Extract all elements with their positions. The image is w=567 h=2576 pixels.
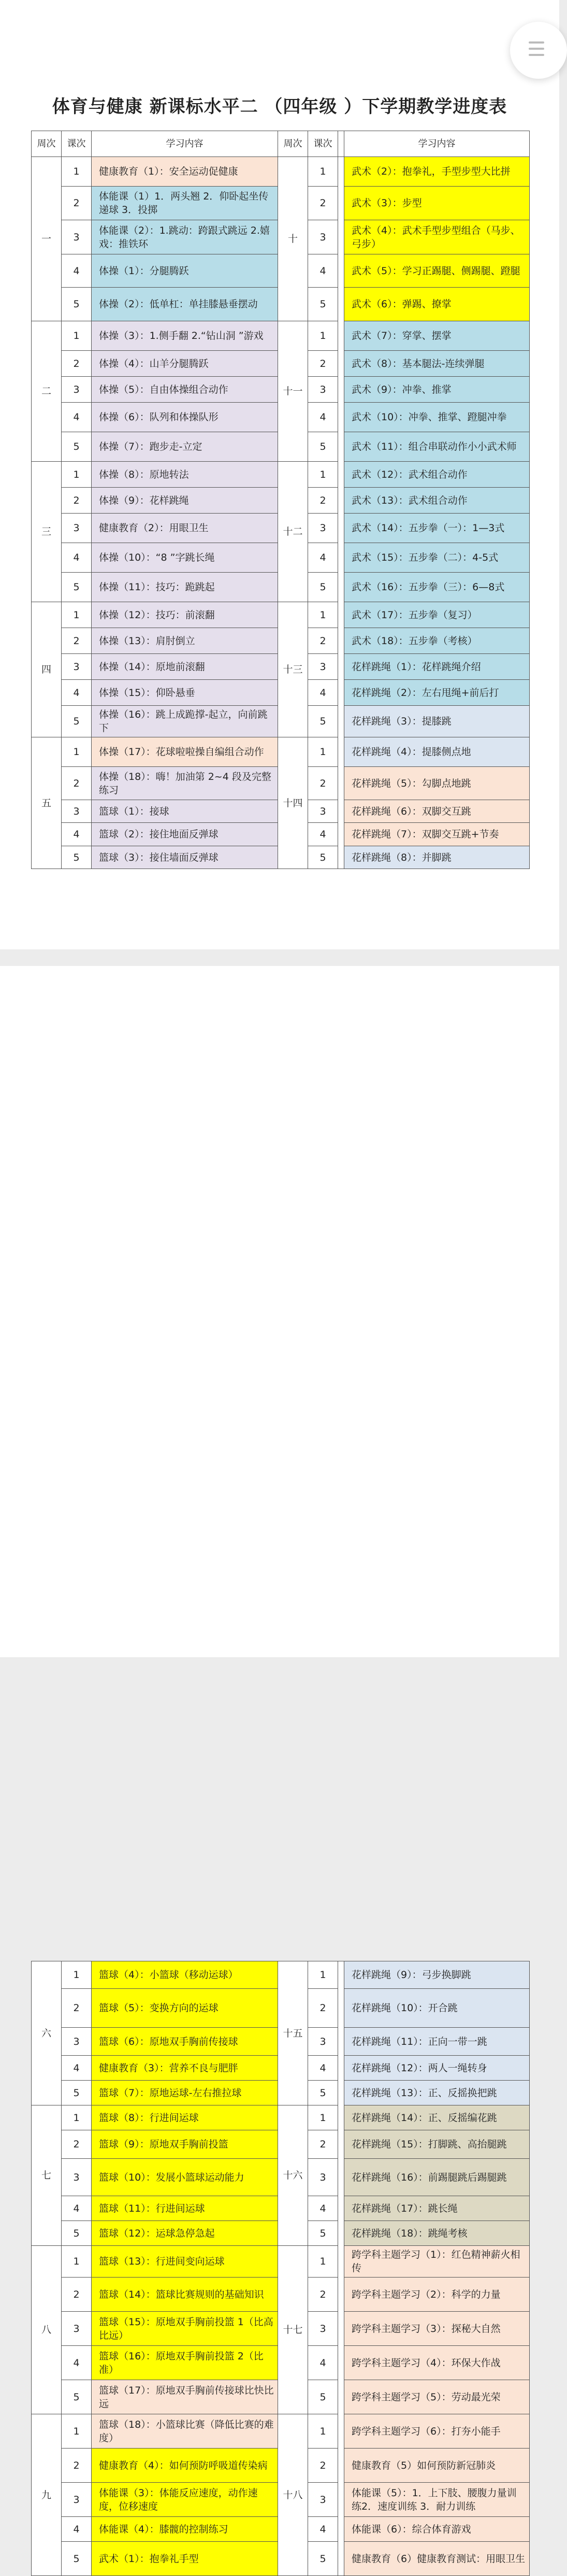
lesson-number-right: 3 [308,2312,338,2346]
lesson-content: 体操（5）：自由体操组合动作 [92,377,278,403]
lesson-number-right: 4 [308,823,338,846]
lesson-number: 4 [62,543,92,573]
content-col-header: 学习内容 [92,131,278,157]
lesson-content: 篮球（8）：行进间运球 [92,2105,278,2130]
lesson-content: 体操（1）：分腿腾跃 [92,254,278,288]
table-row [32,321,530,351]
lesson-content-right: 花样跳绳（2）：左右甩绳+前后打 [344,680,530,706]
lesson-number-right: 5 [308,2542,338,2576]
lesson-content-right: 武术（10）：冲拳、推掌、蹬腿冲拳 [344,403,530,432]
lesson-content-right: 武术（16）：五步拳（三）：6—8式 [344,573,530,602]
lesson-number: 5 [62,2380,92,2414]
lesson-number-right: 1 [308,1961,338,1989]
schedule-sheet-1 [0,0,559,949]
week-cell: 七 [32,2105,62,2246]
lesson-number-right: 5 [308,2380,338,2414]
lesson-number-right: 1 [308,737,338,767]
lesson-number: 3 [62,2483,92,2517]
lesson-number: 3 [62,2028,92,2056]
lesson-number-right: 2 [308,488,338,514]
lesson-number: 2 [62,351,92,377]
lesson-number-right: 3 [308,2028,338,2056]
schedule-table-2 [31,1961,530,2576]
lesson-content-right: 花样跳绳（1）：花样跳绳介绍 [344,654,530,680]
lesson-number-right: 1 [308,2105,338,2130]
lesson-content-right: 花样跳绳（10）：开合跳 [344,1989,530,2028]
lesson-content: 体操（11）：技巧：跪跳起 [92,573,278,602]
lesson-number: 4 [62,2196,92,2221]
lesson-number-right: 4 [308,2346,338,2380]
lesson-number: 2 [62,2278,92,2312]
lesson-number: 4 [62,823,92,846]
lesson-content-right: 健康教育（5）如何预防新冠肺炎 [344,2449,530,2483]
lesson-content: 体操（18）：嗨！加油第 2~4 段及完整练习 [92,767,278,800]
lesson-content-right: 武术（13）：武术组合动作 [344,488,530,514]
lesson-content-right: 武术（8）：基本腿法-连续弹腿 [344,351,530,377]
lesson-number: 5 [62,2081,92,2105]
week-cell-right: 十三 [278,602,308,737]
lesson-number-right: 4 [308,543,338,573]
lesson-number-right: 5 [308,432,338,462]
lesson-number: 5 [62,706,92,737]
lesson-number-right: 4 [308,2196,338,2221]
lesson-number: 4 [62,2517,92,2542]
lesson-content: 健康教育（3）：营养不良与肥胖 [92,2056,278,2081]
lesson-content: 体操（17）：花球啦啦操自编组合动作 [92,737,278,767]
lesson-number-right: 5 [308,573,338,602]
lesson-number: 2 [62,628,92,654]
lesson-content: 体操（6）：队列和体操队形 [92,403,278,432]
week-cell-right: 十八 [278,2414,308,2576]
lesson-content-right: 花样跳绳（3）：提膝跳 [344,706,530,737]
lesson-content: 体操（7）：跑步走-立定 [92,432,278,462]
lesson-content-right: 花样跳绳（9）：弓步换脚跳 [344,1961,530,1989]
lesson-content: 健康教育（1）：安全运动促健康 [92,157,278,187]
lesson-number-right: 2 [308,1989,338,2028]
lesson-number-right: 2 [308,187,338,220]
schedule-sheet-2 [0,966,559,2565]
lesson-content: 体操（9）：花样跳绳 [92,488,278,514]
lesson-number-right: 1 [308,2414,338,2449]
lesson-number-right: 3 [308,654,338,680]
lesson-number-right: 3 [308,514,338,543]
scroll-menu-button[interactable] [510,22,567,79]
lesson-content: 篮球（4）：小篮球（移动运球） [92,1961,278,1989]
lesson-number-right: 3 [308,377,338,403]
lesson-number-right: 1 [308,2246,338,2278]
lesson-number-right: 2 [308,2278,338,2312]
lesson-number-right: 1 [308,321,338,351]
menu-lines-icon [529,41,544,58]
header-row [32,131,530,157]
week-cell: 三 [32,462,62,602]
lesson-number: 2 [62,2130,92,2159]
lesson-content-right: 跨学科主题学习（6）：打夯小能手 [344,2414,530,2449]
lesson-content: 篮球（6）：原地双手胸前传接球 [92,2028,278,2056]
lesson-content: 体操（13）：肩肘倒立 [92,628,278,654]
lesson-content-right: 花样跳绳（18）：跳绳考核 [344,2221,530,2246]
lesson-content: 体操（3）：1.侧手翻 2.“钻山洞 ”游戏 [92,321,278,351]
lesson-number: 1 [62,2414,92,2449]
table-row [32,1961,530,1989]
lesson-content-right: 健康教育（6）健康教育测试：用眼卫生 [344,2542,530,2576]
week-cell: 二 [32,321,62,462]
page-title: 体育与健康 新课标水平二 （四年级 ）下学期教学进度表 [52,96,507,117]
lesson-content-right: 花样跳绳（5）：勾脚点地跳 [344,767,530,800]
lesson-content: 篮球（5）：变换方向的运球 [92,1989,278,2028]
lesson-number: 2 [62,488,92,514]
lesson-content: 篮球（1）：接球 [92,800,278,823]
lesson-number-right: 5 [308,2081,338,2105]
table-row [32,2246,530,2278]
lesson-col-header: 课次 [62,131,92,157]
lesson-number: 1 [62,602,92,628]
lesson-content: 体能课（2）：1.跳动：跨跟式跳远 2.嬉戏：推铁环 [92,220,278,254]
lesson-number: 2 [62,767,92,800]
week-cell-right: 十七 [278,2246,308,2414]
lesson-content: 体操（8）：原地转法 [92,462,278,488]
lesson-content: 篮球（14）：篮球比赛规则的基础知识 [92,2278,278,2312]
lesson-content: 体能课（3）：体能反应速度，动作速度，位移速度 [92,2483,278,2517]
lesson-content: 篮球（17）：原地双手胸前传接球比快比远 [92,2380,278,2414]
week-col-header: 周次 [32,131,62,157]
lesson-number: 1 [62,157,92,187]
lesson-number: 3 [62,220,92,254]
week-cell-right: 十 [278,157,308,321]
schedule-table-1 [31,131,530,869]
lesson-content-right: 花样跳绳（16）：前踢腿跳后踢腿跳 [344,2159,530,2196]
lesson-number-right: 5 [308,288,338,321]
lesson-number: 4 [62,254,92,288]
lesson-content-right: 花样跳绳（8）：并脚跳 [344,846,530,869]
lesson-number-right: 3 [308,2483,338,2517]
lesson-content-right: 武术（5）：学习正踢腿、侧踢腿、蹬腿 [344,254,530,288]
lesson-number-right: 3 [308,2159,338,2196]
lesson-number: 3 [62,654,92,680]
lesson-content-right: 武术（4）：武术手型步型组合（马步、弓步） [344,220,530,254]
lesson-content: 健康教育（2）：用眼卫生 [92,514,278,543]
lesson-number: 3 [62,514,92,543]
lesson-number: 4 [62,2346,92,2380]
table-row [32,737,530,767]
lesson-content: 体能课（1）1．两头翘 2．仰卧起坐传递球 3．投掷 [92,187,278,220]
lesson-number-right: 3 [308,220,338,254]
lesson-content: 体操（14）：原地前滚翻 [92,654,278,680]
lesson-number-right: 4 [308,680,338,706]
table-row [32,2414,530,2449]
lesson-number-right: 2 [308,2449,338,2483]
lesson-number: 2 [62,1989,92,2028]
lesson-content: 健康教育（4）：如何预防呼吸道传染病 [92,2449,278,2483]
lesson-content: 篮球（3）：接住墙面反弹球 [92,846,278,869]
lesson-number: 1 [62,737,92,767]
table-row [32,157,530,187]
content-col-header-right: 学习内容 [344,131,530,157]
lesson-number: 2 [62,187,92,220]
lesson-content-right: 花样跳绳（12）：两人一绳转身 [344,2056,530,2081]
lesson-content-right: 武术（9）：冲拳、推掌 [344,377,530,403]
lesson-content: 篮球（9）：原地双手胸前投篮 [92,2130,278,2159]
lesson-number-right: 2 [308,351,338,377]
lesson-number: 1 [62,462,92,488]
lesson-content-right: 武术（3）：步型 [344,187,530,220]
lesson-number-right: 1 [308,602,338,628]
week-cell: 一 [32,157,62,321]
lesson-content: 体操（16）：跳上成跪撑-起立，向前跳下 [92,706,278,737]
lesson-content-right: 跨学科主题学习（2）：科学的力量 [344,2278,530,2312]
table-row [32,462,530,488]
lesson-content-right: 跨学科主题学习（5）：劳动最光荣 [344,2380,530,2414]
lesson-number: 5 [62,2542,92,2576]
lesson-content: 体操（12）：技巧：前滚翻 [92,602,278,628]
lesson-number-right: 2 [308,2130,338,2159]
lesson-content: 篮球（2）：接住地面反弹球 [92,823,278,846]
lesson-content-right: 花样跳绳（17）：跳长绳 [344,2196,530,2221]
lesson-number-right: 4 [308,403,338,432]
lesson-number-right: 2 [308,767,338,800]
lesson-number: 3 [62,2159,92,2196]
lesson-content-right: 武术（15）：五步拳（二）：4-5式 [344,543,530,573]
lesson-content-right: 体能课（6）：综合体育游戏 [344,2517,530,2542]
week-cell-right: 十一 [278,321,308,462]
lesson-content-right: 花样跳绳（11）：正向一带一跳 [344,2028,530,2056]
week-cell: 五 [32,737,62,869]
week-cell: 九 [32,2414,62,2576]
lesson-content: 体操（10）：“8 ”字跳长绳 [92,543,278,573]
lesson-content-right: 花样跳绳（7）：双脚交互跳+节奏 [344,823,530,846]
lesson-number-right: 2 [308,628,338,654]
lesson-number: 5 [62,573,92,602]
table-row [32,602,530,628]
week-cell-right: 十五 [278,1961,308,2105]
lesson-number: 1 [62,2246,92,2278]
lesson-number: 4 [62,680,92,706]
lesson-number-right: 1 [308,157,338,187]
lesson-content-right: 跨学科主题学习（1）：红色精神薪火相传 [344,2246,530,2278]
lesson-content-right: 武术（12）：武术组合动作 [344,462,530,488]
lesson-content-right: 跨学科主题学习（4）：环保大作战 [344,2346,530,2380]
lesson-number-right: 4 [308,254,338,288]
lesson-number-right: 5 [308,706,338,737]
lesson-number: 5 [62,432,92,462]
lesson-content-right: 武术（14）：五步拳（一）：1—3式 [344,514,530,543]
lesson-number: 3 [62,377,92,403]
lesson-content-right: 武术（7）：穿掌、摆掌 [344,321,530,351]
column-gap [338,131,344,157]
lesson-content-right: 花样跳绳（14）：正、反摇编花跳 [344,2105,530,2130]
week-cell: 四 [32,602,62,737]
lesson-content: 篮球（16）：原地双手胸前投篮 2（比准） [92,2346,278,2380]
lesson-number: 4 [62,2056,92,2081]
lesson-number: 5 [62,846,92,869]
lesson-content: 篮球（12）：运球急停急起 [92,2221,278,2246]
lesson-number: 5 [62,288,92,321]
lesson-number-right: 5 [308,846,338,869]
lesson-number: 5 [62,2221,92,2246]
lesson-content: 篮球（18）：小篮球比赛（降低比赛的难度） [92,2414,278,2449]
lesson-content: 体操（15）：仰卧悬垂 [92,680,278,706]
lesson-content-right: 跨学科主题学习（3）：探秘大自然 [344,2312,530,2346]
lesson-content: 体能课（4）：膝髋的控制练习 [92,2517,278,2542]
lesson-number: 3 [62,800,92,823]
lesson-number: 4 [62,403,92,432]
week-cell-right: 十二 [278,462,308,602]
lesson-content-right: 花样跳绳（13）：正、反摇换把跳 [344,2081,530,2105]
lesson-number: 2 [62,2449,92,2483]
lesson-number: 1 [62,321,92,351]
lesson-content-right: 武术（2）：抱拳礼，手型步型大比拼 [344,157,530,187]
lesson-content-right: 花样跳绳（15）：打脚跳、高抬腿跳 [344,2130,530,2159]
lesson-content: 篮球（13）：行进间变向运球 [92,2246,278,2278]
lesson-content-right: 体能课（5）：1．上下肢、腰腹力量训练2．速度训练 3．耐力训练 [344,2483,530,2517]
week-cell: 八 [32,2246,62,2414]
lesson-content: 篮球（11）：行进间运球 [92,2196,278,2221]
lesson-content-right: 花样跳绳（6）：双脚交互跳 [344,800,530,823]
lesson-content-right: 武术（11）：组合串联动作小小武术师 [344,432,530,462]
week-col-header-right: 周次 [278,131,308,157]
lesson-number: 1 [62,1961,92,1989]
lesson-number-right: 1 [308,462,338,488]
lesson-number-right: 4 [308,2517,338,2542]
lesson-content-right: 武术（18）：五步拳（考核） [344,628,530,654]
lesson-number-right: 5 [308,2221,338,2246]
week-cell-right: 十六 [278,2105,308,2246]
table-row [32,2105,530,2130]
lesson-content-right: 花样跳绳（4）：提膝侧点地 [344,737,530,767]
lesson-content-right: 武术（6）：弹踢、撩掌 [344,288,530,321]
week-cell-right: 十四 [278,737,308,869]
column-gap [338,157,344,869]
lesson-number-right: 3 [308,800,338,823]
lesson-number-right: 4 [308,2056,338,2081]
lesson-number: 3 [62,2312,92,2346]
lesson-number: 1 [62,2105,92,2130]
lesson-content: 体操（4）：山羊分腿腾跃 [92,351,278,377]
lesson-content-right: 武术（17）：五步拳（复习） [344,602,530,628]
lesson-content: 篮球（10）：发展小篮球运动能力 [92,2159,278,2196]
lesson-content: 体操（2）：低单杠：单挂膝悬垂摆动 [92,288,278,321]
lesson-col-header-right: 课次 [308,131,338,157]
column-gap [338,1961,344,2576]
lesson-content: 篮球（7）：原地运球-左右推拉球 [92,2081,278,2105]
lesson-content: 武术（1）：抱拳礼手型 [92,2542,278,2576]
lesson-content: 篮球（15）：原地双手胸前投篮 1（比高比远） [92,2312,278,2346]
week-cell: 六 [32,1961,62,2105]
